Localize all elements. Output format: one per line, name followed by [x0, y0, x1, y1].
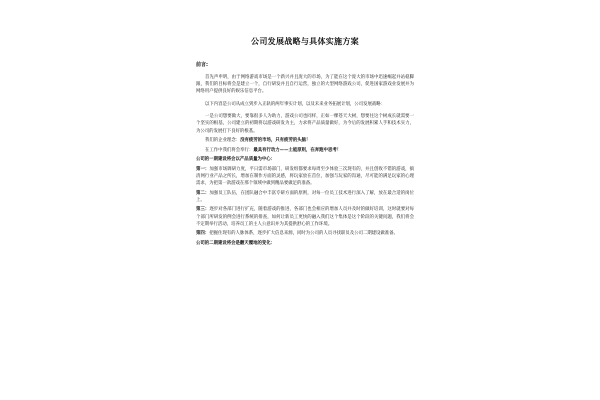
list-item-text: 加强市场调研力度，平日需市场部门，研发组都要求每周至少体验三次现有的，并且创收不错的游戏，搞清网行业产品之所长，增加在制作方面的灵感，将玩家放在首位，加强与玩家的沟通，尽可能的满足玩家的心理需求，为把第一款游戏在那个领域中做到精品要做足的准备。: [196, 166, 414, 187]
phase-two-heading: 公司的二期建设将会是翻天覆地的变化：: [196, 240, 276, 246]
motto-line: [196, 137, 414, 144]
list-item-text: 加强员工队伍，在团队融合中丰富专研方面的原则，对每一位员工技术进行深入了解，放在最合适的岗位上。: [196, 190, 414, 203]
principle-prefix: 在工作中我们将会奉行：: [205, 147, 254, 153]
list-item-1: [196, 166, 414, 187]
principle-line: [196, 147, 414, 154]
list-item-2: [196, 190, 414, 204]
paragraph-strategy: 一是公司想要做大，要靠很多人为助力，游戏公司也同样，正如一棵苍天大树，想要往这个树成长就需要一个坚实的根基，公司建立的初期将以游戏研发为主，力求将产品质量做好，为今后的发展积累人手和技术实力，为公司的发展打下良好的根基。: [196, 114, 414, 134]
document-page: [196, 30, 414, 400]
list-item-label: 第四：: [196, 231, 210, 237]
list-item-label: 第三：: [196, 207, 210, 213]
list-item-4: [196, 230, 414, 237]
motto-prefix: 我们的企业理念：: [205, 138, 241, 144]
list-item-text: 把握住现有的人脉体系，逐步扩大信息来源，同时为公司的人员寻找职员及公司二期建设做准备。: [209, 231, 398, 237]
paragraph-plan: 以下内容是公司从成立到步入正轨的两年事实计划，以及未来业务拓展计划，公司发展战略：: [205, 101, 386, 107]
principle-text: 最具有行动力——土能原则，在奔跑中思考！: [253, 147, 342, 153]
motto-text: 没有疲劳的市场，只有疲劳的头脑！: [240, 138, 311, 144]
list-item-3: [196, 206, 414, 227]
paragraph-intro: 首先声申明，由于网络游戏市场是一个新兴并且庞大的市场，为了能在这个庞大的市场中迅速崛起并站稳脚跟，我们的目标将会是建立一个，自行研发并且自行运营，独立的大型网络游戏公司，促进国家游戏业发展并为网络用户提供良好的娱乐信息平台。: [196, 75, 414, 95]
list-item-text: 逐步对各部门进行扩充，随着游戏的推进，各部门也会相应的增加人员并及时的做好培训，这时就要对每个部门所研发的例会进行系统的排查，如何让新员工更快的融入我们这个集体是这个阶段的关键问题，我们将会不定期举行活动，培养员工的主人公意识并为其提供舒心的工作环境。: [196, 207, 414, 227]
list-item-label: 第一：: [196, 166, 210, 172]
list-item-label: 第二：: [196, 190, 210, 196]
phase-one-heading: 公司的一期建设将会以产品质量为中心：: [196, 157, 276, 163]
document-title: 公司发展战略与具体实施方案: [251, 37, 359, 46]
preface-heading: 前言:: [196, 62, 208, 68]
